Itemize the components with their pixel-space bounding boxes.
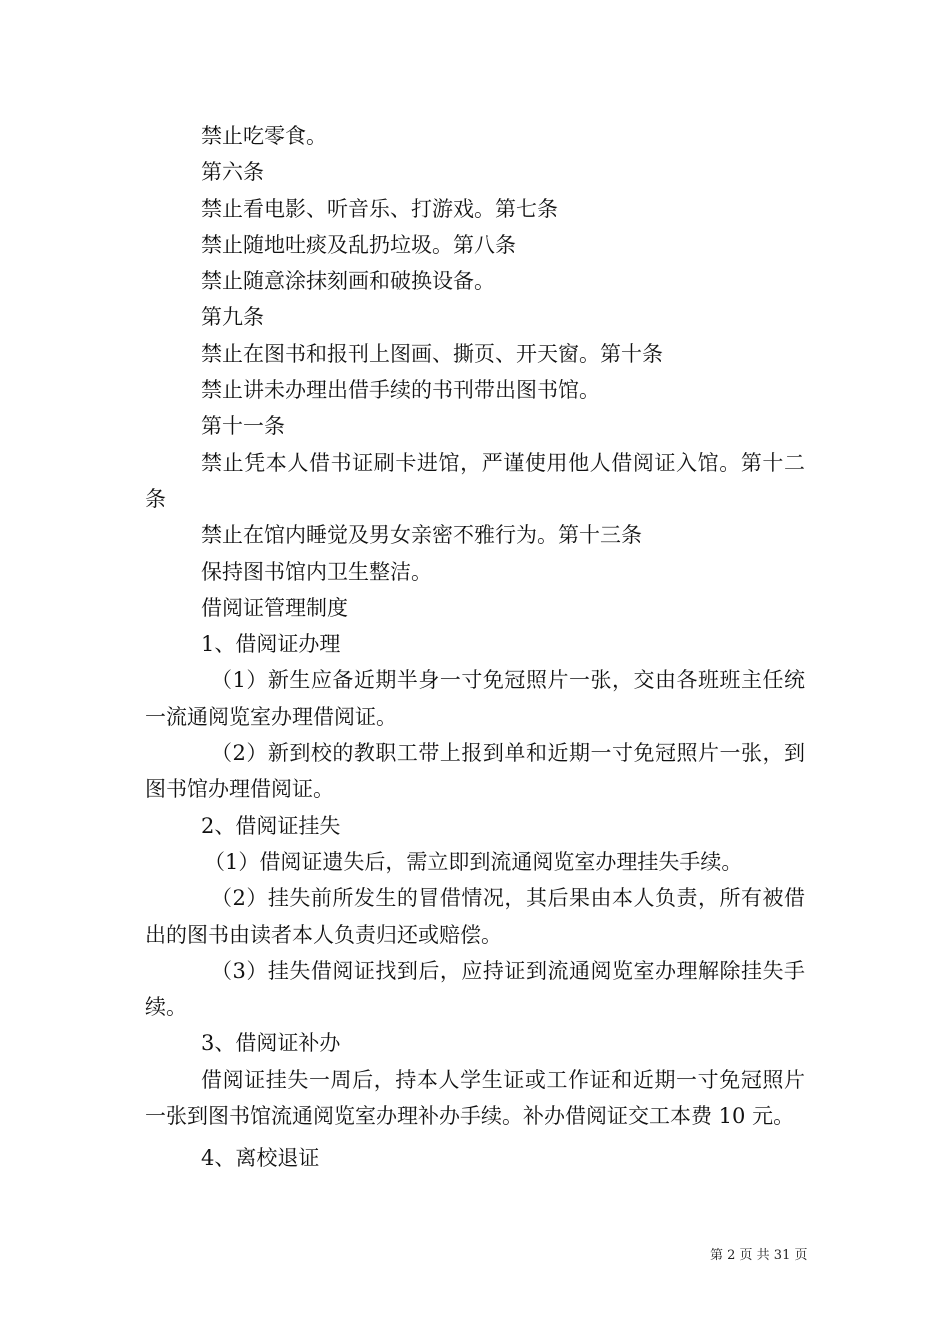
subsection-title: 2、借阅证挂失 [201,813,341,838]
paragraph: 保持图书馆内卫生整洁。 [201,559,432,584]
article-heading: 第六条 [201,160,264,185]
page-number: 第 2 页 共 31 页 [710,1248,808,1263]
paragraph: 禁止随意涂抹刻画和破换设备。 [201,269,495,294]
document-body [145,118,805,1177]
paragraph: （2）挂失前所发生的冒借情况，其后果由本人负责，所有被借出的图书由读者本人负责归还或赔偿。 [145,886,805,947]
article-heading: 第九条 [201,305,264,330]
paragraph: 禁止随地吐痰及乱扔垃圾。第八条 [201,232,516,257]
subsection-title: 3、借阅证补办 [201,1031,341,1056]
paragraph: 禁止在馆内睡觉及男女亲密不雅行为。第十三条 [201,523,642,548]
paragraph: （1）借阅证遗失后，需立即到流通阅览室办理挂失手续。 [204,849,743,874]
subsection-title: 4、离校退证 [201,1146,320,1171]
paragraph: 禁止看电影、听音乐、打游戏。第七条 [201,196,558,221]
subsection-title: 1、借阅证办理 [201,632,341,657]
paragraph: 借阅证挂失一周后，持本人学生证或工作证和近期一寸免冠照片一张到图书馆流通阅览室办理补办手续。补办借阅证交工本费 10 元。 [145,1067,805,1129]
article-heading: 第十一条 [201,414,285,439]
paragraph: 禁止凭本人借书证刷卡进馆，严谨使用他人借阅证入馆。第十二条 [145,450,805,511]
paragraph: 禁止讲未办理出借手续的书刊带出图书馆。 [201,378,600,403]
section-title: 借阅证管理制度 [201,595,348,620]
paragraph: （2）新到校的教职工带上报到单和近期一寸免冠照片一张，到图书馆办理借阅证。 [145,741,805,802]
paragraph: （1）新生应备近期半身一寸免冠照片一张，交由各班班主任统一流通阅览室办理借阅证。 [145,668,805,729]
paragraph: （3）挂失借阅证找到后，应持证到流通阅览室办理解除挂失手续。 [145,958,805,1020]
paragraph: 禁止在图书和报刊上图画、撕页、开天窗。第十条 [201,341,663,366]
paragraph: 禁止吃零食。 [201,124,327,148]
